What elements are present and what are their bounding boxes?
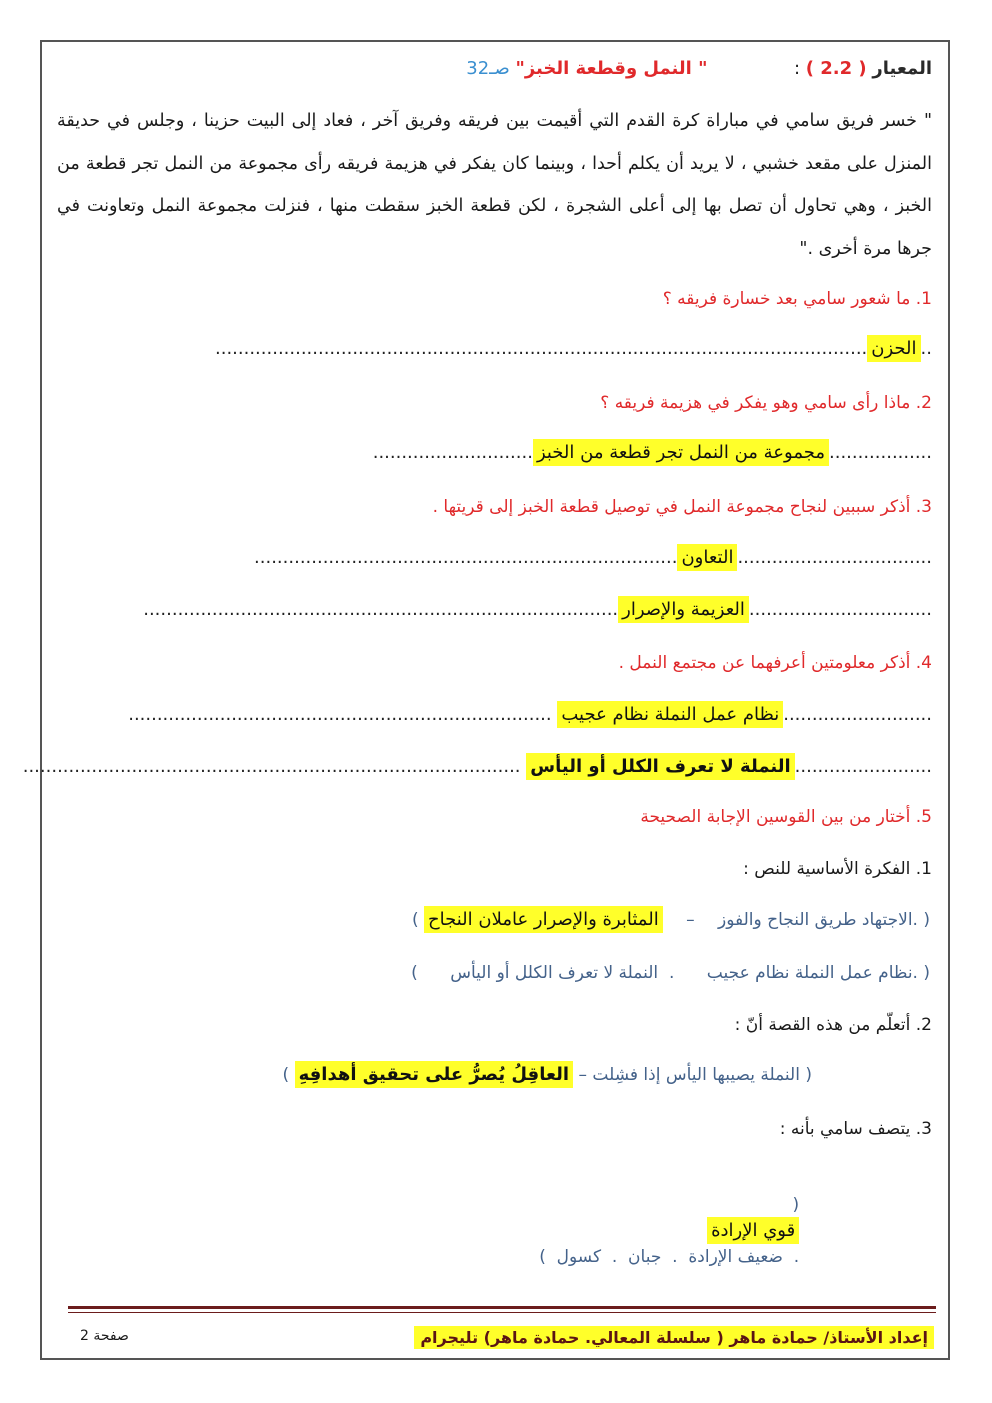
footer-divider-thick (68, 1306, 936, 1309)
footer-credit: إعداد الأستاذ/ حمادة ماهر ( سلسلة المعالي. حمادة ماهر) تليجرام (414, 1326, 934, 1349)
answer-3a: التعاون (677, 544, 737, 571)
choices-1-line-1: ( .الاجتهاد طريق النجاح والفوز – المثابرة والإصرار عاملان النجاح ) (412, 907, 930, 933)
header (57, 56, 932, 82)
answer-2: مجموعة من النمل تجر قطعة من الخبز (533, 439, 829, 466)
choice-3a-correct[interactable]: قوي الإرادة (707, 1217, 799, 1244)
answer-line-4b: ........................النملة لا تعرف الكلل أو اليأس ....................................................................................... (23, 754, 932, 780)
answer-line-1: ..الحزن.................................................................................................................. (215, 336, 932, 362)
choice-3-others[interactable]: . ضعيف الإرادة . جبان . كسول ) (539, 1247, 800, 1267)
choice-2b-correct[interactable]: العاقِلُ يُصرُّ على تحقيق أهدافِهِ (295, 1061, 574, 1088)
answer-line-3a: ..................................التعاون.......................................................................... (254, 545, 932, 571)
answer-3b: العزيمة والإصرار (618, 596, 749, 623)
standard-label: المعيار (872, 58, 932, 79)
answer-line-2: ..................مجموعة من النمل تجر قطعة من الخبز............................ (373, 440, 932, 466)
reading-passage: " خسر فريق سامي في مباراة كرة القدم التي أقيمت بين فريقه وفريق آخر ، فعاد إلى البيت حزينا ، وجلس في حديقة المنزل على مقعد خشبي ، لا يريد أن يكلم أحدا ، وبينما كان يفكر في هزيمة فريقه رأى مجموعة من النمل تجر قطعة من الخبز ، وهي تحاول أن تصل بها إلى أعلى الشجرة ، لكن قطعة الخبز سقطت منها ، فنزلت مجموعة النمل وتعاونت في جرها مرة أخرى ." (57, 111, 932, 259)
footer-divider-thin (68, 1312, 936, 1313)
page-number: صفحة 2 (80, 1328, 129, 1344)
question-2: 2. ماذا رأى سامي وهو يفكر في هزيمة فريقه ؟ (600, 393, 932, 413)
question-3: 3. أذكر سببين لنجاح مجموعة النمل في توصيل قطعة الخبز إلى قريتها . (432, 497, 932, 517)
answer-4b: النملة لا تعرف الكلل أو اليأس (526, 753, 794, 780)
answer-line-3b: ................................العزيمة والإصرار................................................................................... (143, 597, 932, 623)
answer-1: الحزن (867, 335, 920, 362)
header-colon: : (793, 58, 801, 79)
choices-3: ( قوي الإرادة . ضعيف الإرادة . جبان . كسول ) (539, 1195, 800, 1267)
sub-question-3: 3. يتصف سامي بأنه : (779, 1119, 932, 1139)
choices-1-line-2[interactable]: ( .نظام عمل النملة نظام عجيب . النملة لا تعرف الكلل أو اليأس ) (411, 963, 930, 983)
sub-question-2: 2. أتعلّم من هذه القصة أنّ : (734, 1015, 932, 1035)
choices-2: ( النملة يصيبها اليأس إذا فشِلت – العاقِلُ يُصرُّ على تحقيق أهدافِهِ ) (283, 1062, 812, 1088)
answer-line-4a: ..........................نظام عمل النملة نظام عجيب .......................................................................... (128, 702, 932, 728)
choice-2a[interactable]: ( النملة يصيبها اليأس إذا فشِلت – (578, 1065, 812, 1085)
standard-number: ( 2.2 ) (805, 58, 867, 79)
choice-1a[interactable]: ( .الاجتهاد طريق النجاح والفوز (718, 910, 930, 930)
sub-question-1: 1. الفكرة الأساسية للنص : (743, 859, 932, 879)
answer-4a: نظام عمل النملة نظام عجيب (557, 701, 783, 728)
question-1: 1. ما شعور سامي بعد خسارة فريقه ؟ (662, 289, 932, 309)
choice-1b-correct[interactable]: المثابرة والإصرار عاملان النجاح (424, 906, 663, 933)
lesson-title: " النمل وقطعة الخبز" (515, 58, 708, 79)
page-reference: صـ32 (466, 58, 510, 79)
question-5: 5. أختار من بين القوسين الإجابة الصحيحة (640, 807, 932, 827)
question-4: 4. أذكر معلومتين أعرفهما عن مجتمع النمل . (618, 653, 932, 673)
